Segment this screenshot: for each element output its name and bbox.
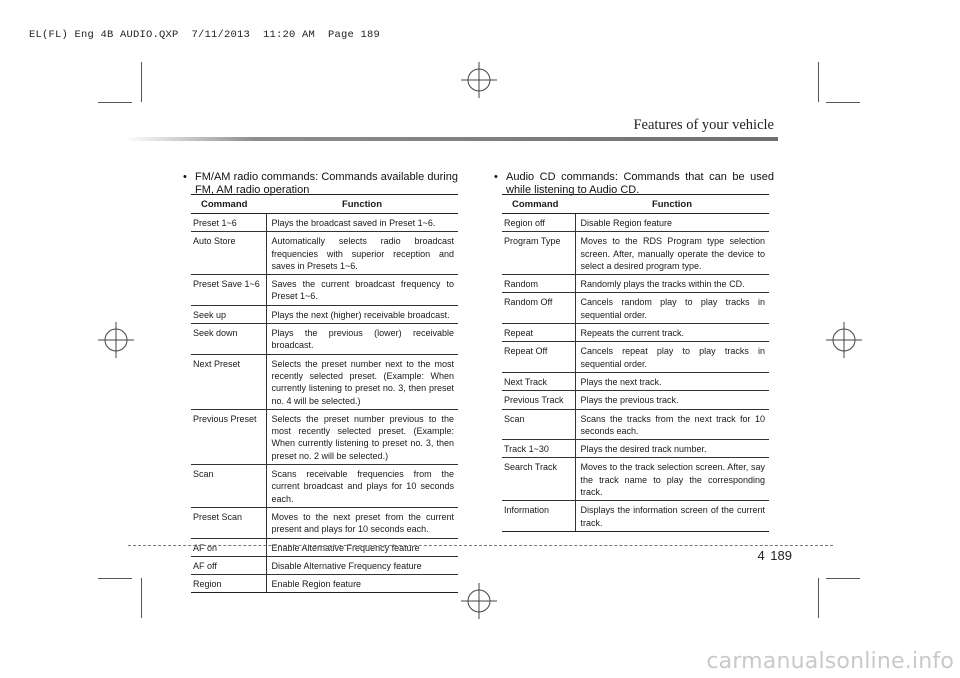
- function-cell: Cancels random play to play tracks in sequential order.: [575, 293, 769, 324]
- table-row: [502, 342, 769, 373]
- function-cell: Scans receivable frequencies from the current broadcast and plays for 10 seconds each.: [266, 465, 458, 508]
- function-cell: Plays the next track.: [575, 372, 769, 390]
- crop-mark-bottom-left-h: [98, 578, 132, 579]
- command-cell: Repeat: [502, 324, 575, 342]
- command-cell: Random Off: [502, 293, 575, 324]
- column-header-command: Command: [502, 195, 575, 214]
- function-cell: Disable Region feature: [575, 214, 769, 232]
- fm-am-section: [183, 171, 458, 196]
- fm-am-intro-text: FM/AM radio commands: Commands available during FM, AM radio operation: [195, 171, 458, 196]
- function-cell: Scans the tracks from the next track for 10 seconds each.: [575, 409, 769, 440]
- column-header-function: Function: [266, 195, 458, 214]
- command-cell: Program Type: [502, 232, 575, 275]
- crop-mark-top-left-v: [141, 62, 142, 102]
- table-row: [191, 538, 458, 556]
- command-cell: Preset 1~6: [191, 214, 266, 232]
- watermark: carmanualsonline.info: [706, 649, 954, 674]
- bullet-icon: •: [494, 171, 498, 183]
- print-stamp: EL(FL) Eng 4B AUDIO.QXP 7/11/2013 11:20 AM Page 189: [29, 29, 381, 41]
- command-cell: Track 1~30: [502, 440, 575, 458]
- command-cell: Search Track: [502, 458, 575, 501]
- function-cell: Enable Alternative Frequency feature: [266, 538, 458, 556]
- crop-mark-bottom-left-v: [141, 578, 142, 618]
- table-row: [191, 305, 458, 323]
- table-row: [502, 275, 769, 293]
- function-cell: Plays the desired track number.: [575, 440, 769, 458]
- registration-mark-top-icon: [461, 62, 497, 98]
- fm-am-table-wrap: [191, 194, 458, 593]
- audio-cd-table-wrap: [502, 194, 769, 532]
- table-header-row: [191, 195, 458, 214]
- table-row: [502, 232, 769, 275]
- bullet-icon: •: [183, 171, 187, 183]
- command-cell: Seek down: [191, 324, 266, 355]
- crop-mark-top-left-h: [98, 102, 132, 103]
- table-row: [191, 324, 458, 355]
- command-cell: AF on: [191, 538, 266, 556]
- page-number: [757, 548, 792, 563]
- function-cell: Randomly plays the tracks within the CD.: [575, 275, 769, 293]
- table-row: [502, 501, 769, 532]
- function-cell: Automatically selects radio broadcast frequencies with superior reception and saves in Presets 1~6.: [266, 232, 458, 275]
- function-cell: Disable Alternative Frequency feature: [266, 556, 458, 574]
- crop-mark-top-right-h: [826, 102, 860, 103]
- registration-mark-bottom-icon: [461, 583, 497, 619]
- registration-mark-right-icon: [826, 322, 862, 358]
- table-row: [502, 293, 769, 324]
- crop-mark-bottom-right-v: [818, 578, 819, 618]
- command-cell: AF off: [191, 556, 266, 574]
- command-cell: Preset Save 1~6: [191, 275, 266, 306]
- fm-am-intro: [183, 171, 458, 196]
- command-cell: Region off: [502, 214, 575, 232]
- column-header-function: Function: [575, 195, 769, 214]
- function-cell: Plays the previous track.: [575, 391, 769, 409]
- table-row: [191, 354, 458, 409]
- function-cell: Plays the previous (lower) receivable broadcast.: [266, 324, 458, 355]
- registration-mark-left-icon: [98, 322, 134, 358]
- table-row: [191, 465, 458, 508]
- function-cell: Selects the preset number previous to the most recently selected preset. (Example: When currently listening to preset no. 3, then preset no. 2 will be selected.): [266, 409, 458, 464]
- table-row: [502, 372, 769, 390]
- crop-mark-top-right-v: [818, 62, 819, 102]
- command-cell: Seek up: [191, 305, 266, 323]
- command-cell: Scan: [191, 465, 266, 508]
- table-row: [502, 458, 769, 501]
- command-cell: Previous Track: [502, 391, 575, 409]
- function-cell: Moves to the RDS Program type selection screen. After, manually operate the device to select a desired program type.: [575, 232, 769, 275]
- column-header-command: Command: [191, 195, 266, 214]
- table-row: [191, 575, 458, 593]
- function-cell: Repeats the current track.: [575, 324, 769, 342]
- function-cell: Moves to the track selection screen. After, say the track name to play the corresponding track.: [575, 458, 769, 501]
- chapter-number: 4: [757, 548, 765, 563]
- page-number-value: 189: [770, 548, 792, 563]
- audio-cd-intro-text: Audio CD commands: Commands that can be used while listening to Audio CD.: [506, 171, 774, 196]
- function-cell: Displays the information screen of the current track.: [575, 501, 769, 532]
- table-row: [502, 391, 769, 409]
- table-row: [191, 409, 458, 464]
- fm-am-command-table: [191, 194, 458, 593]
- table-row: [502, 440, 769, 458]
- function-cell: Plays the next (higher) receivable broadcast.: [266, 305, 458, 323]
- crop-mark-bottom-right-h: [826, 578, 860, 579]
- function-cell: Saves the current broadcast frequency to Preset 1~6.: [266, 275, 458, 306]
- footer-dashed-rule: [128, 545, 833, 546]
- command-cell: Auto Store: [191, 232, 266, 275]
- command-cell: Preset Scan: [191, 507, 266, 538]
- command-cell: Next Preset: [191, 354, 266, 409]
- table-row: [502, 214, 769, 232]
- audio-cd-intro: [494, 171, 774, 196]
- table-header-row: [502, 195, 769, 214]
- function-cell: Enable Region feature: [266, 575, 458, 593]
- table-row: [191, 275, 458, 306]
- command-cell: Previous Preset: [191, 409, 266, 464]
- function-cell: Plays the broadcast saved in Preset 1~6.: [266, 214, 458, 232]
- table-row: [502, 324, 769, 342]
- table-row: [502, 409, 769, 440]
- command-cell: Next Track: [502, 372, 575, 390]
- command-cell: Scan: [502, 409, 575, 440]
- audio-cd-section: [494, 171, 774, 196]
- audio-cd-command-table: [502, 194, 769, 532]
- function-cell: Selects the preset number next to the most recently selected preset. (Example: When currently listening to preset no. 3, then preset no. 4 will be selected.): [266, 354, 458, 409]
- command-cell: Random: [502, 275, 575, 293]
- function-cell: Cancels repeat play to play tracks in sequential order.: [575, 342, 769, 373]
- command-cell: Information: [502, 501, 575, 532]
- title-rule: [124, 137, 778, 141]
- command-cell: Repeat Off: [502, 342, 575, 373]
- table-row: [191, 556, 458, 574]
- function-cell: Moves to the next preset from the current present and plays for 10 seconds each.: [266, 507, 458, 538]
- command-cell: Region: [191, 575, 266, 593]
- table-row: [191, 214, 458, 232]
- table-row: [191, 232, 458, 275]
- section-title: Features of your vehicle: [633, 117, 774, 133]
- table-row: [191, 507, 458, 538]
